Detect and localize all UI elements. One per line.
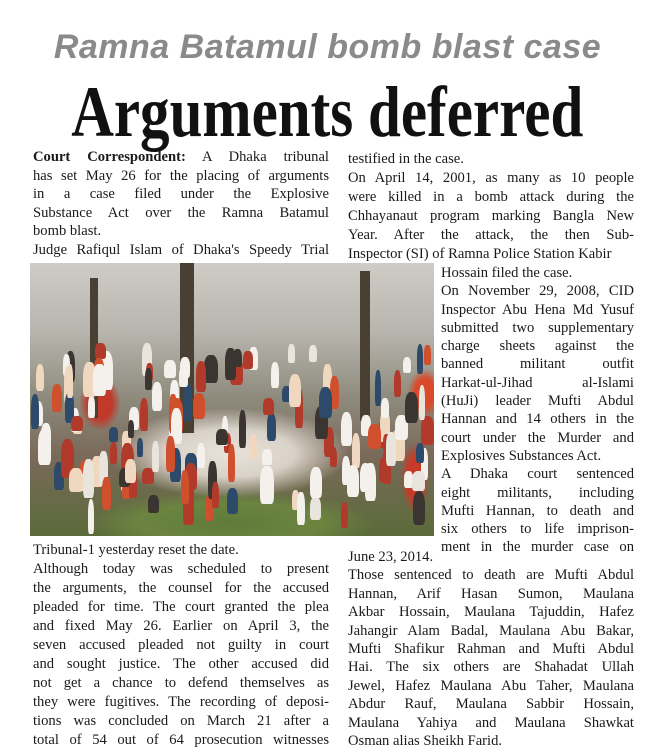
crowd-figure (225, 348, 236, 380)
article-column-right-narrow (441, 264, 634, 557)
article-column-right-bottom (348, 548, 634, 750)
crowd-figure (145, 368, 152, 390)
crowd-figure (288, 344, 294, 363)
crowd-figure (67, 364, 73, 397)
text-line-content: A Dhaka tribunal (185, 149, 329, 165)
text-line: Abdur Rauf, Maulana Sabbir Hossain, (348, 696, 634, 713)
text-line: On April 14, 2001, as many as 10 people (348, 170, 634, 186)
crowd-figure (243, 351, 253, 369)
crowd-figure (95, 343, 106, 359)
crowd-figure (263, 398, 274, 414)
crowd-figure (360, 463, 371, 492)
article-column-right-top (348, 150, 634, 264)
crowd-figure (196, 361, 207, 392)
text-line: Inspector Abu Hena Md Yusuf (441, 301, 634, 318)
text-line: Judge Rafiqul Islam of Dhaka's Speedy Trial (33, 241, 329, 258)
crowd-figure (52, 384, 62, 412)
crowd-figure (310, 497, 321, 520)
text-line: Akbar Hossain, Maulana Tajuddin, Hafez (348, 604, 634, 621)
crowd-figure (347, 465, 359, 497)
crowd-figure (181, 470, 188, 505)
crowd-figure (352, 433, 360, 468)
crowd-figure (71, 416, 83, 432)
crowd-figure (271, 362, 279, 388)
crowd-figure (128, 420, 135, 437)
crowd-figure (83, 459, 94, 498)
crowd-figure (164, 360, 175, 379)
crowd-figure (267, 413, 276, 441)
text-line: submitted two supplementary (441, 319, 634, 336)
text-line: Hossain filed the case. (441, 265, 573, 281)
text-line: and fixed May 26. Earlier on April 3, the (33, 618, 329, 634)
text-line: On November 29, 2008, CID (441, 283, 634, 300)
crowd-figure (125, 459, 136, 483)
crowd-figure (417, 344, 424, 375)
article-column-left-bottom (33, 541, 329, 750)
text-line: tions was concluded on March 21 after a (33, 713, 329, 729)
article-column-left-top (33, 148, 329, 259)
text-line: (HuJi) leader Mufti Abdul (441, 393, 634, 410)
text-line: were killed in a bomb attack during the (348, 189, 634, 205)
main-headline (0, 72, 655, 152)
text-line: Mufti Shafikur Rahman and Mufti Abdul (348, 641, 634, 658)
crowd-figure (137, 438, 143, 458)
text-line: and sought justice. The other accused did (33, 656, 329, 672)
crowd-figure (183, 383, 191, 421)
text-line: charge sheets against the (441, 338, 634, 355)
text-line: Explosives Substances Act. (441, 447, 602, 464)
tree-trunk (360, 271, 370, 421)
text-line: Jewel, Hafez Maulana Abu Taher, Maulana (348, 677, 634, 694)
text-line: eight militants, including (441, 484, 634, 501)
text-line: they were fugitives. The recording of deposi- (33, 694, 329, 710)
crowd-figure (319, 387, 332, 418)
crowd-figure (31, 394, 40, 430)
text-line: Maulana Yahiya and Maulana Shawkat (348, 714, 634, 731)
crowd-figure (41, 423, 51, 451)
text-line: A Dhaka court sentenced (441, 466, 634, 483)
crowd-figure (405, 392, 418, 423)
text-line: Mufti Hannan, to death and (441, 502, 634, 519)
crowd-figure (375, 370, 381, 406)
crowd-figure (152, 441, 159, 471)
text-line: Year. After the attack, the then Sub- (348, 227, 634, 243)
crowd-figure (227, 488, 238, 514)
crowd-figure (216, 429, 227, 445)
crowd-figure (109, 427, 118, 442)
crowd-figure (412, 471, 425, 491)
crowd-figure (403, 357, 412, 373)
crowd-figure (148, 495, 159, 513)
crowd-figure (341, 502, 348, 528)
crowd-figure (250, 434, 257, 458)
text-line: the arguments, the counsel for the accused (33, 580, 329, 596)
crowd-figure (110, 442, 117, 464)
text-line: Tribunal-1 yesterday reset the date. (33, 542, 239, 558)
crowd-figure (262, 449, 272, 465)
crowd-figure (421, 416, 434, 445)
news-photo-crowd (30, 263, 434, 536)
text-line: banned militant outfit (441, 356, 634, 373)
text-line: Osman alias Sheikh Farid. (348, 733, 503, 750)
crowd-figure (297, 492, 304, 526)
text-line: Hannan, Arif Hasan Sumon, Maulana (348, 585, 634, 602)
crowd-figure (419, 385, 425, 419)
text-line: testified in the case. (348, 151, 464, 167)
text-line: has set May 26 for the placing of arguments (33, 167, 329, 184)
text-line: Hai. The six others are Shahadat Ullah (348, 659, 634, 676)
crowd-figure (310, 467, 322, 499)
crowd-figure (309, 345, 317, 362)
crowd-figure (260, 466, 274, 503)
crowd-figure (228, 444, 235, 482)
crowd-figure (36, 364, 45, 391)
text-line: ment in the murder case on (441, 539, 634, 556)
text-line: Hannan and 14 others in the (441, 411, 634, 428)
crowd-figure (197, 443, 205, 469)
crowd-figure (212, 482, 219, 509)
text-line: Although today was scheduled to present (33, 561, 329, 577)
text-line (33, 148, 329, 167)
text-line: not get a chance to defend themselves as (33, 675, 329, 691)
crowd-figure (394, 370, 401, 397)
text-line: Substance Act over the Ramna Batamul (33, 204, 329, 221)
byline: Court Correspondent: (33, 149, 186, 165)
crowd-figure (69, 468, 82, 492)
crowd-figure (93, 364, 106, 395)
crowd-figure (88, 499, 95, 534)
text-line: June 23, 2014. (348, 549, 434, 565)
text-line: Jahangir Alam Badal, Maulana Abu Bakar, (348, 622, 634, 639)
crowd-figure (88, 396, 95, 419)
crowd-figure (152, 382, 162, 411)
text-line: pleaded for time. The court granted the plea (33, 599, 329, 615)
text-line: total of 54 out of 64 prosecution witnesses (33, 732, 329, 748)
crowd-figure (102, 477, 110, 509)
crowd-figure (166, 436, 175, 472)
text-line: Those sentenced to death are Mufti Abdul (348, 567, 634, 584)
text-line: Harkat-ul-Jihad al-Islami (441, 374, 634, 391)
crowd-figure (140, 398, 148, 431)
crowd-figure (341, 412, 353, 446)
crowd-figure (416, 443, 424, 463)
crowd-figure (239, 410, 246, 447)
crowd-figure (386, 432, 396, 466)
text-line: seven accused pleaded not guilty in court (33, 637, 329, 653)
crowd-figure (193, 393, 206, 419)
text-line: six others to life imprison- (441, 521, 634, 538)
crowd-figure (179, 367, 188, 388)
kicker-headline: Ramna Batamul bomb blast case (53, 28, 602, 66)
text-line: Chhayanaut program marking Bangla New (348, 208, 634, 224)
crowd-figure (381, 398, 389, 418)
headline-text: Arguments deferred (71, 72, 584, 152)
crowd-figure (368, 424, 380, 449)
text-line: bomb blast. (33, 223, 102, 239)
text-line: court under the Murder and (441, 429, 634, 446)
crowd-figure (424, 345, 430, 365)
crowd-figure (289, 374, 301, 407)
text-line: in a case filed under the Explosive (33, 186, 329, 202)
crowd-figure (413, 491, 426, 524)
text-line: Inspector (SI) of Ramna Police Station Kabir (348, 246, 612, 262)
